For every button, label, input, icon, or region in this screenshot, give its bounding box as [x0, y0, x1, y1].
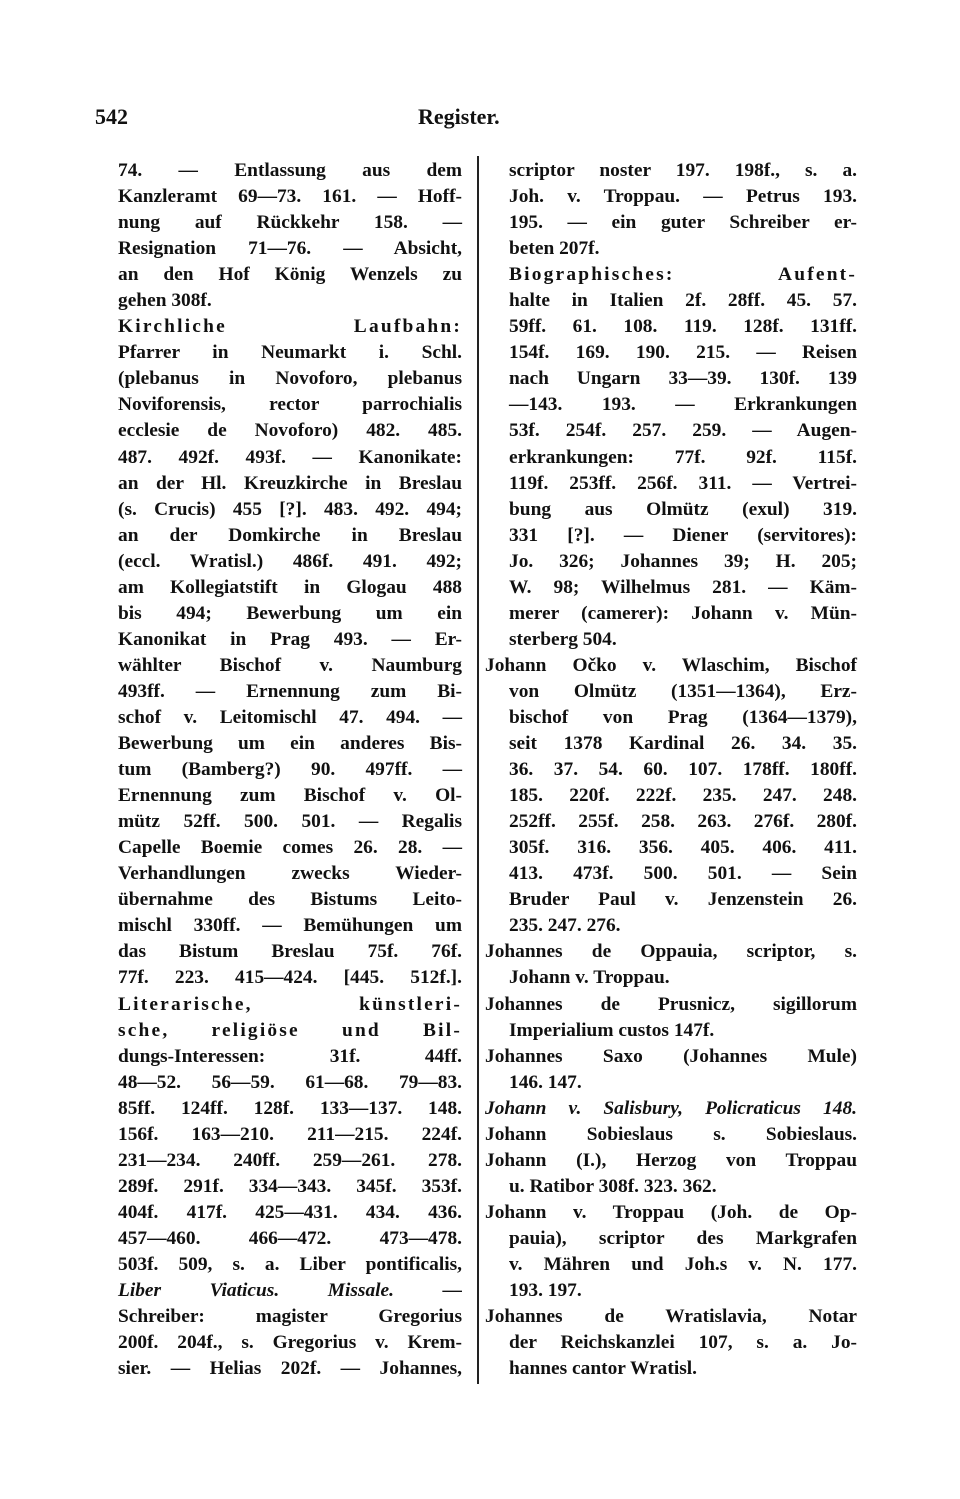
text-line: der Reichskanzlei 107, s. a. Jo-	[509, 1332, 857, 1354]
text-line: pauia), scriptor des Markgrafen	[509, 1227, 857, 1249]
text-line: 289f. 291f. 334—343. 345f. 353f.	[118, 1175, 462, 1197]
text-line: 235. 247. 276.	[509, 915, 621, 937]
text-line: bis 494; Bewerbung um ein	[118, 602, 462, 624]
text-line: 231—234. 240ff. 259—261. 278.	[118, 1149, 462, 1171]
text-line: Schreiber: magister Gregorius	[118, 1306, 462, 1328]
text-line: 252ff. 255f. 258. 263. 276f. 280f.	[509, 811, 857, 833]
text-line: Kanonikat in Prag 493. — Er-	[118, 628, 462, 650]
text-line: Johannes de Wratislavia, Notar	[485, 1306, 857, 1328]
text-line: Noviforensis, rector parrochialis	[118, 394, 462, 416]
text-line: 305f. 316. 356. 405. 406. 411.	[509, 837, 857, 859]
text-line: Imperialium custos 147f.	[509, 1019, 715, 1041]
text-line: beten 207f.	[509, 238, 600, 260]
text-line: dungs-Interessen: 31f. 44ff.	[118, 1045, 462, 1067]
text-line: ecclesie de Novoforo) 482. 485.	[118, 420, 462, 442]
running-title: Register.	[418, 104, 500, 129]
text-line: 457—460. 466—472. 473—478.	[118, 1227, 462, 1249]
text-line: hannes cantor Wratisl.	[509, 1358, 698, 1380]
text-line: Bewerbung um ein anderes Bis-	[118, 733, 462, 755]
right-column	[485, 158, 857, 1382]
text-line: 487. 492f. 493f. — Kanonikate:	[118, 446, 462, 468]
text-line: u. Ratibor 308f. 323. 362.	[509, 1175, 717, 1197]
text-line: Johann v. Troppau.	[509, 967, 670, 989]
text-line: (s. Crucis) 455 [?]. 483. 492. 494;	[118, 498, 462, 520]
text-line: 77f. 223. 415—424. [445. 512f.].	[118, 967, 462, 989]
text-line: Liber Viaticus. Missale. —	[118, 1280, 462, 1302]
text-line: 119f. 253ff. 256f. 311. — Vertrei-	[509, 472, 857, 494]
text-line: 413. 473f. 500. 501. — Sein	[509, 863, 857, 885]
text-line: wählter Bischof v. Naumburg	[118, 654, 462, 676]
text-line: mischl 330ff. — Bemühungen um	[118, 915, 462, 937]
text-line: Kanzleramt 69—73. 161. — Hoff-	[118, 186, 462, 208]
text-line: 193. 197.	[509, 1280, 582, 1302]
text-line: Pfarrer in Neumarkt i. Schl.	[118, 342, 462, 364]
text-line: Biographisches: Aufent-	[509, 264, 857, 286]
text-line: nung auf Rückkehr 158. —	[118, 212, 462, 234]
text-line: Capelle Boemie comes 26. 28. —	[118, 837, 462, 859]
text-line: tum (Bamberg?) 90. 497ff. —	[118, 759, 462, 781]
text-line: (plebanus in Novoforo, plebanus	[118, 368, 462, 390]
text-line: 503f. 509, s. a. Liber pontificalis,	[118, 1253, 462, 1275]
text-line: übernahme des Bistums Leito-	[118, 889, 462, 911]
text-line: mütz 52ff. 500. 501. — Regalis	[118, 811, 462, 833]
text-line: 154f. 169. 190. 215. — Reisen	[509, 342, 857, 364]
text-line: von Olmütz (1351—1364), Erz-	[509, 680, 857, 702]
text-line: sche, religiöse und Bil-	[118, 1019, 462, 1041]
text-line: 59ff. 61. 108. 119. 128f. 131ff.	[509, 316, 857, 338]
text-line: an der Domkirche in Breslau	[118, 524, 462, 546]
text-line: Johannes Saxo (Johannes Mule)	[485, 1045, 857, 1067]
text-line: 146. 147.	[509, 1071, 582, 1093]
text-line: 200f. 204f., s. Gregorius v. Krem-	[118, 1332, 462, 1354]
page-header	[0, 104, 960, 136]
text-line: Ernennung zum Bischof v. Ol-	[118, 785, 462, 807]
text-line: 185. 220f. 222f. 235. 247. 248.	[509, 785, 857, 807]
text-line: Johann Očko v. Wlaschim, Bischof	[485, 654, 857, 676]
text-line: 48—52. 56—59. 61—68. 79—83.	[118, 1071, 462, 1093]
text-line: Johannes de Prusnicz, sigillorum	[485, 993, 857, 1015]
text-line: gehen 308f.	[118, 290, 212, 312]
text-line: erkrankungen: 77f. 92f. 115f.	[509, 446, 857, 468]
text-line: 85ff. 124ff. 128f. 133—137. 148.	[118, 1097, 462, 1119]
text-line: 36. 37. 54. 60. 107. 178ff. 180ff.	[509, 759, 857, 781]
text-line: Resignation 71—76. — Absicht,	[118, 238, 462, 260]
column-divider	[477, 156, 479, 1384]
text-line: Johann v. Salisbury, Policraticus 148.	[485, 1097, 857, 1119]
text-line: (eccl. Wratisl.) 486f. 491. 492;	[118, 550, 462, 572]
text-line: 404f. 417f. 425—431. 434. 436.	[118, 1201, 462, 1223]
text-line: Johann Sobieslaus s. Sobieslaus.	[485, 1123, 857, 1145]
text-line: an den Hof König Wenzels zu	[118, 264, 462, 286]
text-line: Johannes de Oppauia, scriptor, s.	[485, 941, 857, 963]
text-line: an der Hl. Kreuzkirche in Breslau	[118, 472, 462, 494]
text-line: Johann v. Troppau (Joh. de Op-	[485, 1201, 857, 1223]
text-line: 331 [?]. — Diener (servitores):	[509, 524, 857, 546]
text-line: scriptor noster 197. 198f., s. a.	[509, 160, 857, 181]
text-line: 156f. 163—210. 211—215. 224f.	[118, 1123, 462, 1145]
text-line: Bruder Paul v. Jenzenstein 26.	[509, 889, 857, 911]
text-line: sier. — Helias 202f. — Johannes,	[118, 1358, 462, 1380]
text-line: 53f. 254f. 257. 259. — Augen-	[509, 420, 857, 442]
text-line: sterberg 504.	[509, 628, 617, 650]
text-line: bung aus Olmütz (exul) 319.	[509, 498, 857, 520]
text-line: halte in Italien 2f. 28ff. 45. 57.	[509, 290, 857, 312]
text-line: 493ff. — Ernennung zum Bi-	[118, 680, 462, 702]
text-line: merer (camerer): Johann v. Mün-	[509, 602, 857, 624]
text-line: v. Mähren und Joh.s v. N. 177.	[509, 1253, 857, 1275]
text-line: 195. — ein guter Schreiber er-	[509, 212, 857, 234]
page-number: 542	[95, 104, 128, 129]
text-line: W. 98; Wilhelmus 281. — Käm-	[509, 576, 857, 598]
text-line: 74. — Entlassung aus dem	[118, 160, 462, 181]
text-line: seit 1378 Kardinal 26. 34. 35.	[509, 733, 857, 755]
text-line: schof v. Leitomischl 47. 494. —	[118, 706, 462, 728]
text-line: Verhandlungen zwecks Wieder-	[118, 863, 462, 885]
text-line: Literarische, künstleri-	[118, 993, 462, 1015]
text-line: Joh. v. Troppau. — Petrus 193.	[509, 186, 857, 208]
left-column	[94, 158, 462, 1382]
text-line: am Kollegiatstift in Glogau 488	[118, 576, 462, 598]
text-line: bischof von Prag (1364—1379),	[509, 706, 857, 728]
text-line: Johann (I.), Herzog von Troppau	[485, 1149, 857, 1171]
text-line: nach Ungarn 33—39. 130f. 139	[509, 368, 857, 390]
text-line: Jo. 326; Johannes 39; H. 205;	[509, 550, 857, 572]
text-line: —143. 193. — Erkrankungen	[509, 394, 857, 416]
text-line: das Bistum Breslau 75f. 76f.	[118, 941, 462, 963]
text-line: Kirchliche Laufbahn:	[118, 316, 462, 338]
